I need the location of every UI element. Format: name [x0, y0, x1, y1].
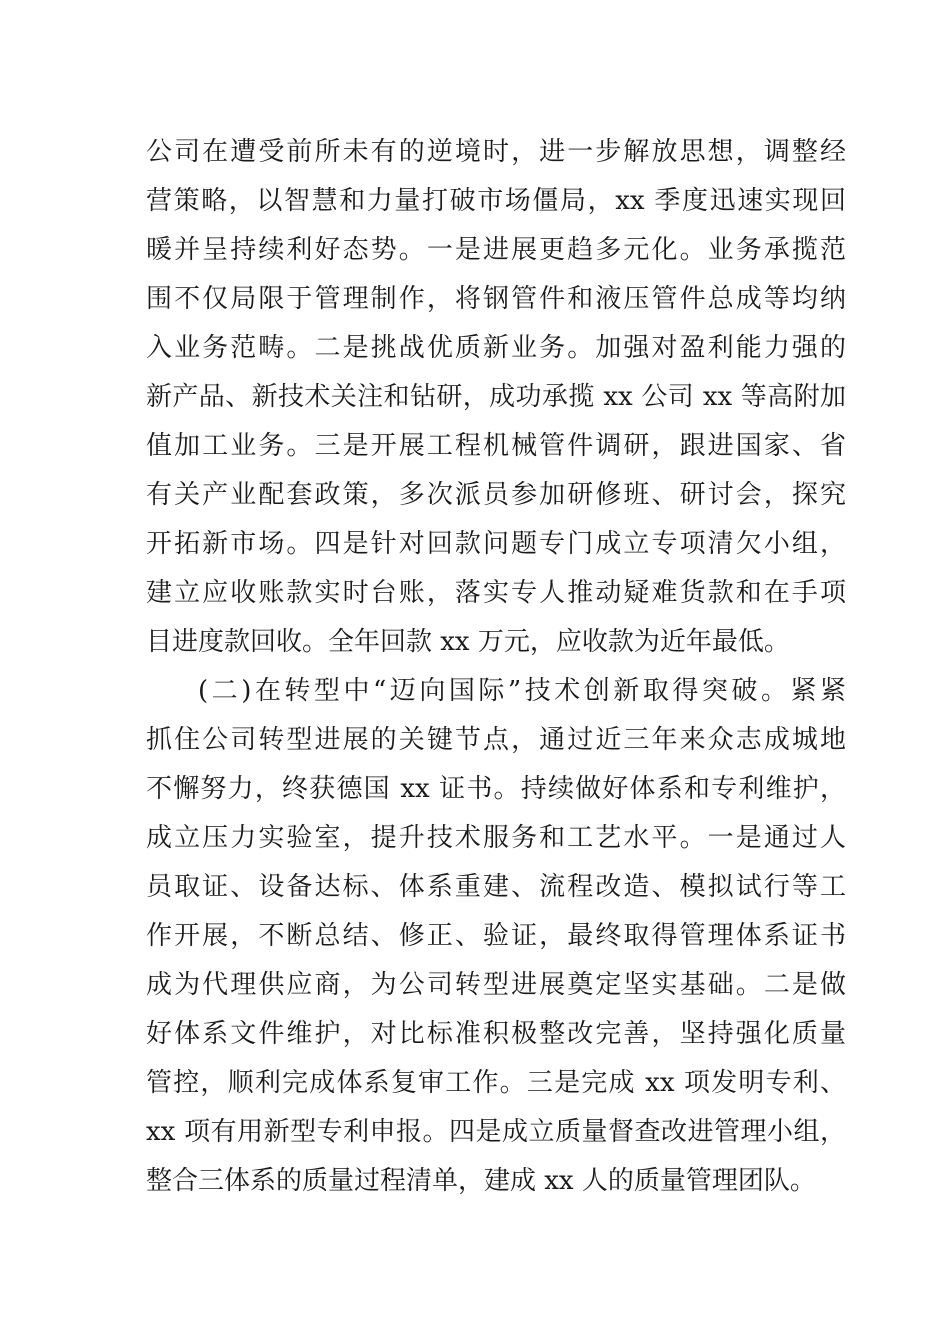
text-line: 营策略，以智慧和力量打破市场僵局，xx 季度迅速实现回 [146, 186, 846, 216]
paragraph-technical-innovation [146, 667, 846, 1206]
text-line: 成立压力实验室，提升技术服务和工艺水平。一是通过人 [146, 823, 846, 853]
text-line: 作开展，不断总结、修正、验证，最终取得管理体系证书 [146, 921, 846, 951]
text-line: 抓住公司转型进展的关键节点，通过近三年来众志成城地 [146, 725, 846, 755]
text-line: 成为代理供应商，为公司转型进展奠定坚实基础。二是做 [146, 970, 846, 1000]
text-line: 管控，顺利完成体系复审工作。三是完成 xx 项发明专利、 [146, 1068, 846, 1098]
text-line: 建立应收账款实时台账，落实专人推动疑难货款和在手项 [146, 578, 846, 608]
text-line: 值加工业务。三是开展工程机械管件调研，跟进国家、省 [146, 431, 846, 461]
text-line: 暖并呈持续利好态势。一是进展更趋多元化。业务承揽范 [146, 235, 846, 265]
text-line: xx 项有用新型专利申报。四是成立质量督查改进管理小组， [146, 1117, 846, 1147]
text-line: 开拓新市场。四是针对回款问题专门成立专项清欠小组， [146, 529, 846, 559]
paragraph-business-expansion [146, 128, 846, 667]
text-line: 围不仅局限于管理制作，将钢管件和液压管件总成等均纳 [146, 284, 846, 314]
text-line: 好体系文件维护，对比标准积极整改完善，坚持强化质量 [146, 1019, 846, 1049]
section-heading-line: (二)在转型中“迈向国际”技术创新取得突破。紧紧 [198, 676, 846, 706]
text-line: 入业务范畴。二是挑战优质新业务。加强对盈利能力强的 [146, 333, 846, 363]
text-line: 公司在遭受前所未有的逆境时，进一步解放思想，调整经 [146, 137, 846, 167]
text-line: 新产品、新技术关注和钻研，成功承揽 xx 公司 xx 等高附加 [146, 382, 846, 412]
text-line: 整合三体系的质量过程清单，建成 xx 人的质量管理团队。 [146, 1166, 816, 1196]
text-line: 不懈努力，终获德国 xx 证书。持续做好体系和专利维护， [146, 774, 846, 804]
document-body [146, 128, 846, 1206]
text-line: 目进度款回收。全年回款 xx 万元，应收款为近年最低。 [146, 627, 790, 657]
text-line: 有关产业配套政策，多次派员参加研修班、研讨会，探究 [146, 480, 846, 510]
text-line: 员取证、设备达标、体系重建、流程改造、模拟试行等工 [146, 872, 846, 902]
